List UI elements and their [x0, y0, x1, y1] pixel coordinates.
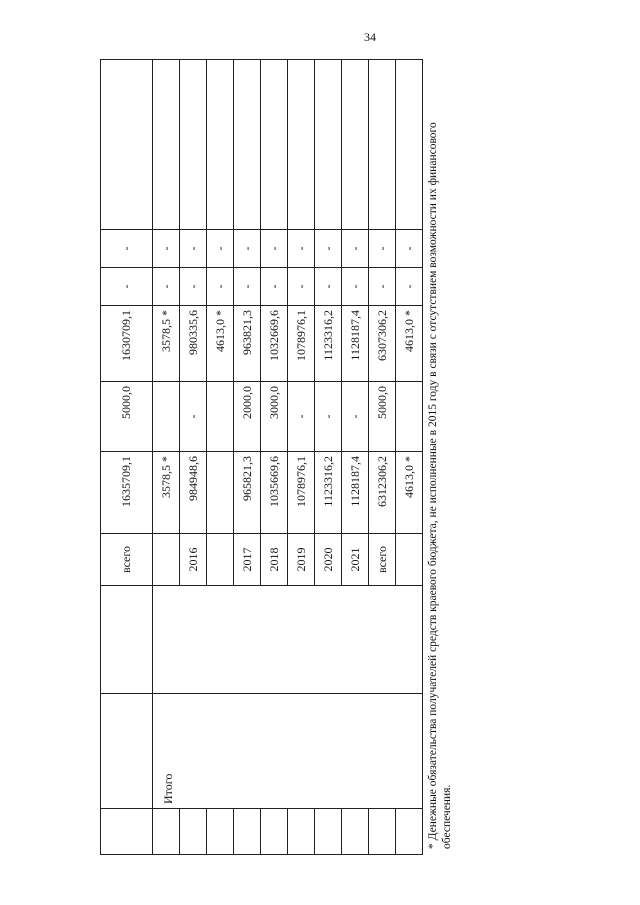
value-cell: 984948,6	[180, 452, 207, 534]
rotated-content	[100, 60, 453, 855]
value-cell: 3578,5 *	[153, 306, 180, 382]
value-cell: 1078976,1	[288, 452, 315, 534]
value-cell: 6312306,2	[369, 452, 396, 534]
year-cell: 2020	[315, 534, 342, 586]
year-cell: 2019	[288, 534, 315, 586]
table-cell	[315, 60, 342, 230]
table-cell	[101, 586, 153, 694]
value-cell: -	[101, 268, 153, 306]
budget-table	[100, 59, 423, 855]
value-cell: -	[342, 382, 369, 452]
year-cell: 2016	[180, 534, 207, 586]
value-cell: -	[369, 230, 396, 268]
value-cell	[396, 382, 423, 452]
value-cell: 3000,0	[261, 382, 288, 452]
value-cell: -	[180, 230, 207, 268]
value-cell: 6307306,2	[369, 306, 396, 382]
value-cell: -	[101, 230, 153, 268]
value-cell: -	[153, 230, 180, 268]
value-cell: -	[207, 268, 234, 306]
value-cell: 5000,0	[101, 382, 153, 452]
table-cell	[207, 60, 234, 230]
year-cell: всего	[101, 534, 153, 586]
table-cell	[234, 60, 261, 230]
value-cell: -	[288, 230, 315, 268]
value-cell: -	[207, 230, 234, 268]
year-cell: всего	[369, 534, 396, 586]
value-cell: 1078976,1	[288, 306, 315, 382]
year-cell: 2018	[261, 534, 288, 586]
value-cell: -	[288, 268, 315, 306]
value-cell: 1635709,1	[101, 452, 153, 534]
value-cell	[207, 452, 234, 534]
table-cell	[288, 60, 315, 230]
page-number: 34	[364, 30, 376, 44]
value-cell	[207, 382, 234, 452]
value-cell: -	[234, 230, 261, 268]
table-row	[153, 60, 180, 855]
value-cell: -	[315, 268, 342, 306]
value-cell: -	[342, 230, 369, 268]
table-cell	[315, 809, 342, 855]
table-cell	[396, 809, 423, 855]
value-cell: 3578,5 *	[153, 452, 180, 534]
table-cell	[207, 809, 234, 855]
table-cell	[396, 60, 423, 230]
section-label: Итого	[153, 694, 423, 809]
value-cell	[153, 382, 180, 452]
value-cell: 980335,6	[180, 306, 207, 382]
value-cell: -	[315, 230, 342, 268]
value-cell: 2000,0	[234, 382, 261, 452]
table-row	[101, 60, 153, 855]
table-cell	[180, 60, 207, 230]
value-cell: -	[261, 268, 288, 306]
value-cell: -	[369, 268, 396, 306]
table-cell	[234, 809, 261, 855]
value-cell: 5000,0	[369, 382, 396, 452]
table-cell	[369, 60, 396, 230]
table-cell	[342, 809, 369, 855]
table-cell	[261, 60, 288, 230]
table-cell	[153, 586, 423, 694]
value-cell: -	[342, 268, 369, 306]
value-cell: -	[396, 230, 423, 268]
value-cell: 1123316,2	[315, 306, 342, 382]
value-cell: -	[180, 382, 207, 452]
value-cell: -	[315, 382, 342, 452]
value-cell: 963821,3	[234, 306, 261, 382]
table-cell	[101, 809, 153, 855]
value-cell: -	[234, 268, 261, 306]
footnote: * Денежные обязательства получателей средств краевого бюджета, не исполненные в 2015 году в связи с отсутствием возможности их финансового обеспечения.	[427, 122, 453, 849]
value-cell: 4613,0 *	[207, 306, 234, 382]
value-cell: 1035669,6	[261, 452, 288, 534]
table-cell	[153, 60, 180, 230]
value-cell: 1128187,4	[342, 306, 369, 382]
value-cell: 4613,0 *	[396, 306, 423, 382]
value-cell: 1032669,6	[261, 306, 288, 382]
year-cell	[153, 534, 180, 586]
value-cell: 1128187,4	[342, 452, 369, 534]
value-cell: 965821,3	[234, 452, 261, 534]
value-cell: -	[261, 230, 288, 268]
table-cell	[261, 809, 288, 855]
table-cell	[288, 809, 315, 855]
table-cell	[342, 60, 369, 230]
table-cell	[101, 694, 153, 809]
value-cell: 1630709,1	[101, 306, 153, 382]
table-cell	[101, 60, 153, 230]
value-cell: -	[153, 268, 180, 306]
year-cell	[396, 534, 423, 586]
value-cell: 1123316,2	[315, 452, 342, 534]
value-cell: -	[396, 268, 423, 306]
year-cell: 2017	[234, 534, 261, 586]
table-cell	[180, 809, 207, 855]
value-cell: -	[180, 268, 207, 306]
table-cell	[369, 809, 396, 855]
value-cell: -	[288, 382, 315, 452]
year-cell: 2021	[342, 534, 369, 586]
value-cell: 4613,0 *	[396, 452, 423, 534]
year-cell	[207, 534, 234, 586]
table-cell	[153, 809, 180, 855]
